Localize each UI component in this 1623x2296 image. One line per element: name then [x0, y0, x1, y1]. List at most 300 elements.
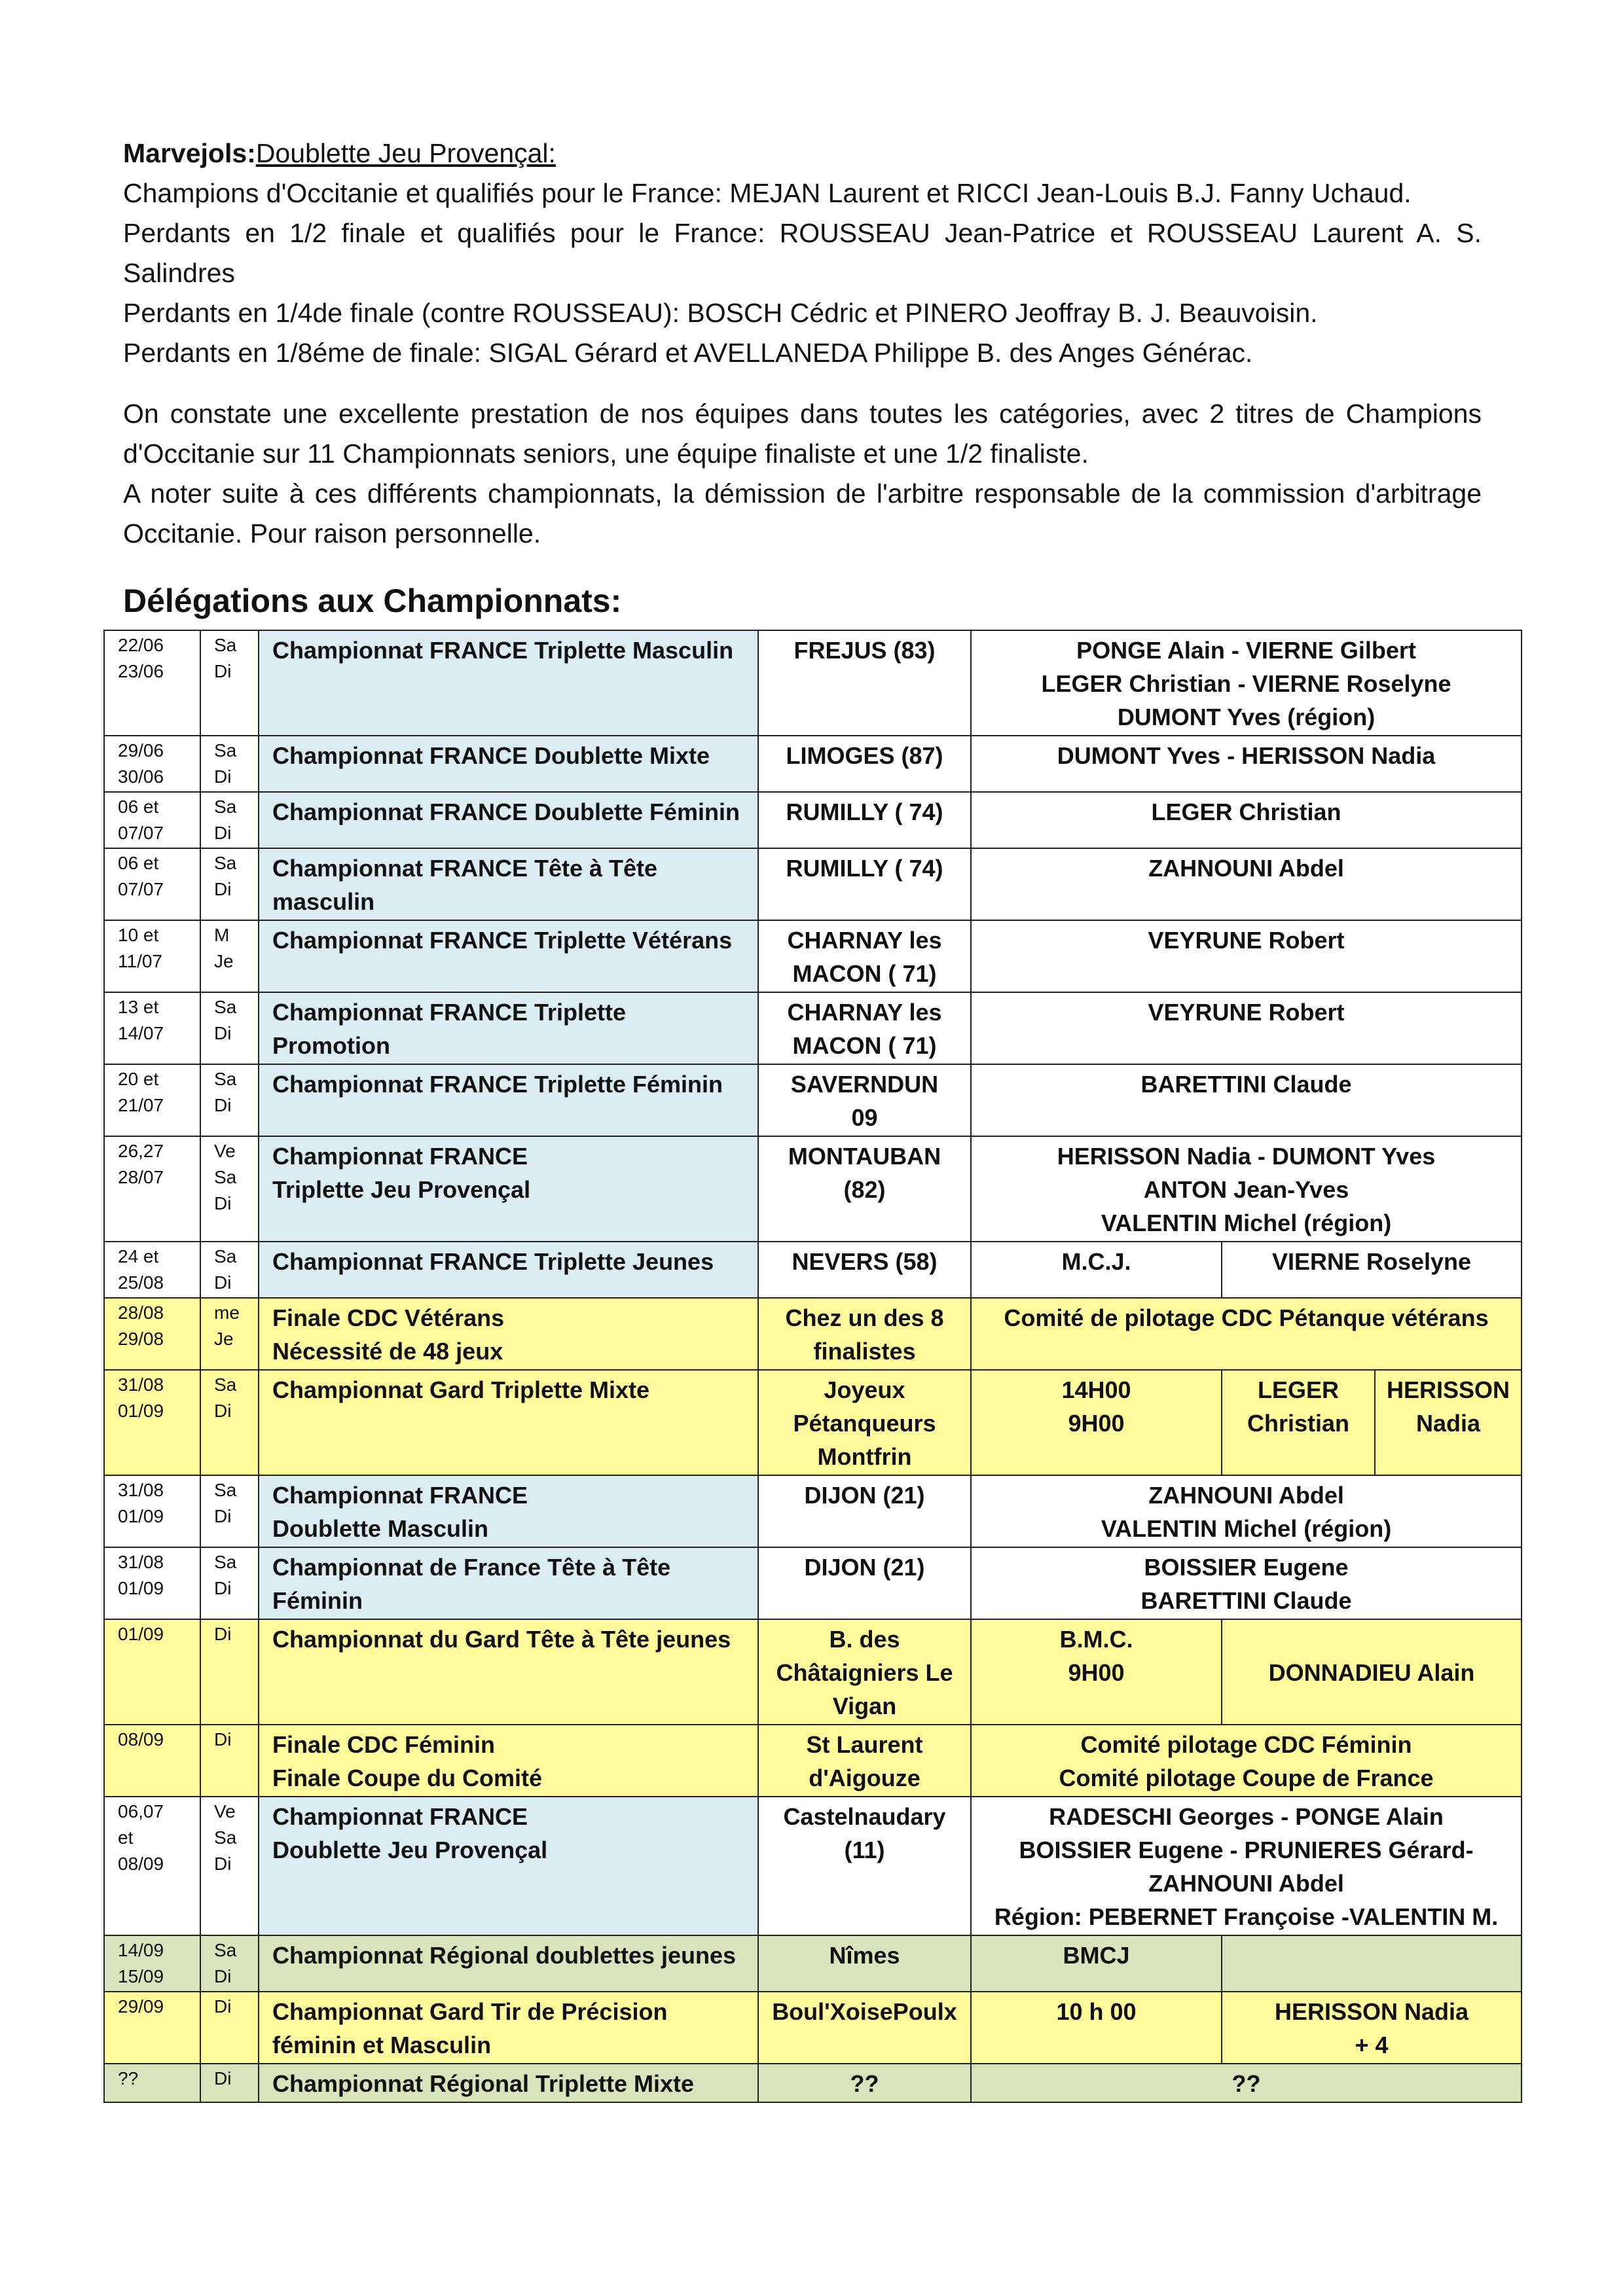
delegates-cell — [971, 1725, 1522, 1797]
date-cell-line: 08/09 — [118, 1854, 164, 1874]
delegates-cell-line: BOISSIER Eugene — [1144, 1554, 1349, 1581]
date-cell-line: 06 et — [118, 797, 159, 817]
location-cell-line: Montfrin — [817, 1443, 912, 1470]
location-cell-line: Castelnaudary — [783, 1803, 946, 1830]
table-row — [104, 1547, 1522, 1619]
date-cell-line: 21/07 — [118, 1095, 164, 1115]
event-cell — [259, 1370, 758, 1475]
location-cell-line: LIMOGES (87) — [786, 742, 943, 769]
delegate-cell-2-line: + 4 — [1355, 2032, 1389, 2058]
date-cell-line: 07/07 — [118, 823, 164, 843]
day-cell-line: Sa — [214, 1246, 237, 1266]
location-cell-line: (82) — [843, 1176, 886, 1203]
day-cell — [200, 1242, 259, 1298]
delegate-cell-1 — [971, 1619, 1222, 1725]
event-cell — [259, 1797, 758, 1935]
delegate-cell-1 — [971, 1935, 1222, 1992]
delegate-cell-2 — [1222, 1242, 1522, 1298]
delegates-cell-line: BARETTINI Claude — [1140, 1587, 1352, 1614]
delegate-cell-1 — [971, 1242, 1222, 1298]
event-cell — [259, 848, 758, 920]
day-cell-line: Di — [214, 879, 232, 899]
delegates-cell — [971, 792, 1522, 848]
day-cell — [200, 1935, 259, 1992]
delegate-cell-1-line: B.M.C. — [1059, 1626, 1133, 1653]
section-heading: Délégations aux Championnats: — [123, 583, 622, 619]
date-cell-line: 31/08 — [118, 1480, 164, 1500]
day-cell — [200, 992, 259, 1064]
day-cell-line: Di — [214, 1966, 232, 1986]
delegates-cell — [971, 848, 1522, 920]
day-cell-line: Sa — [214, 1940, 237, 1960]
location-cell — [758, 1992, 971, 2064]
location-cell-line: Pétanqueurs — [793, 1410, 936, 1437]
delegate-cell-2-line: DONNADIEU Alain — [1268, 1659, 1475, 1686]
day-cell-line: Sa — [214, 997, 237, 1017]
event-cell — [259, 1935, 758, 1992]
date-cell — [104, 1370, 200, 1475]
event-cell-line: Championnat FRANCE — [272, 1482, 528, 1509]
location-cell-line: B. des — [829, 1626, 900, 1653]
date-cell-line: 24 et — [118, 1246, 159, 1266]
event-cell-line: Doublette Masculin — [272, 1515, 489, 1542]
table-row — [104, 1797, 1522, 1935]
delegates-cell — [971, 1797, 1522, 1935]
event-cell-line: Championnat FRANCE — [272, 1803, 528, 1830]
delegates-cell — [971, 1475, 1522, 1547]
date-cell — [104, 848, 200, 920]
event-cell — [259, 1547, 758, 1619]
table-row — [104, 1475, 1522, 1547]
date-cell-line: 01/09 — [118, 1506, 164, 1526]
event-cell-line: Championnat FRANCE Triplette Vétérans — [272, 927, 733, 954]
day-cell-line: Sa — [214, 1069, 237, 1089]
location-cell-line: SAVERNDUN — [790, 1071, 939, 1098]
event-cell-line: Promotion — [272, 1032, 390, 1059]
day-cell-line: M — [214, 925, 230, 945]
event-cell-line: Féminin — [272, 1587, 363, 1614]
date-cell-line: ?? — [118, 2068, 139, 2089]
delegates-cell-line: BARETTINI Claude — [1140, 1071, 1352, 1098]
location-cell-line: MONTAUBAN — [788, 1143, 941, 1170]
event-cell — [259, 1725, 758, 1797]
date-cell — [104, 2064, 200, 2102]
delegates-cell-line: LEGER Christian - VIERNE Roselyne — [1041, 670, 1451, 697]
delegate-cell-1-line: M.C.J. — [1061, 1248, 1131, 1275]
day-cell-line: Di — [214, 1624, 232, 1644]
day-cell — [200, 848, 259, 920]
intro-section — [123, 134, 1482, 554]
day-cell — [200, 1370, 259, 1475]
location-cell — [758, 1619, 971, 1725]
location-cell — [758, 792, 971, 848]
location-cell — [758, 1475, 971, 1547]
date-cell-line: 11/07 — [118, 951, 162, 971]
location-cell — [758, 1935, 971, 1992]
table-row — [104, 1136, 1522, 1242]
delegates-cell — [971, 1136, 1522, 1242]
location-cell-line: RUMILLY ( 74) — [786, 855, 943, 882]
location-cell — [758, 1298, 971, 1370]
location-cell — [758, 2064, 971, 2102]
delegates-cell-line: HERISSON Nadia - DUMONT Yves — [1057, 1143, 1436, 1170]
location-cell-line: Chez un des 8 — [785, 1304, 944, 1331]
location-cell-line: CHARNAY les — [787, 999, 942, 1026]
delegates-cell-line: Comité pilotage Coupe de France — [1059, 1765, 1434, 1791]
location-cell-line: FREJUS (83) — [793, 637, 936, 664]
event-cell-line: Championnat Régional Triplette Mixte — [272, 2070, 695, 2097]
result-quarterfinal: Perdants en 1/4de finale (contre ROUSSEAU): BOSCH Cédric et PINERO Jeoffray B. J. Beauvoisin. — [123, 298, 1318, 328]
date-cell-line: 13 et — [118, 997, 159, 1017]
delegate-cell-2 — [1222, 1992, 1522, 2064]
date-cell — [104, 1797, 200, 1935]
event-cell-line: Finale CDC Vétérans — [272, 1304, 505, 1331]
date-cell-line: 28/08 — [118, 1302, 164, 1323]
table-body — [104, 630, 1522, 2102]
table-row — [104, 848, 1522, 920]
day-cell — [200, 2064, 259, 2102]
event-cell — [259, 736, 758, 792]
location-cell — [758, 1370, 971, 1475]
day-cell-line: Di — [214, 823, 232, 843]
delegates-cell — [971, 1547, 1522, 1619]
location-cell-line: Nîmes — [829, 1942, 900, 1969]
note-paragraph: A noter suite à ces différents championnats, la démission de l'arbitre responsable de la commission d'arbitrage Occitanie. Pour raison personnelle. — [123, 478, 1482, 548]
delegates-cell-line: VEYRUNE Robert — [1148, 927, 1345, 954]
table-row — [104, 630, 1522, 736]
delegates-cell-line: Région: PEBERNET Françoise -VALENTIN M. — [994, 1903, 1499, 1930]
delegates-cell-line: DUMONT Yves (région) — [1117, 704, 1376, 730]
day-cell — [200, 1797, 259, 1935]
event-cell — [259, 920, 758, 992]
date-cell — [104, 1136, 200, 1242]
event-cell-line: masculin — [272, 888, 375, 915]
location-cell-line: DIJON (21) — [804, 1482, 925, 1509]
location-cell-line: Châtaigniers Le — [776, 1659, 953, 1686]
event-name: Doublette Jeu Provençal: — [255, 138, 556, 168]
event-cell-line: Championnat FRANCE Triplette Masculin — [272, 637, 734, 664]
day-cell-line: me — [214, 1302, 240, 1323]
location-cell — [758, 992, 971, 1064]
date-cell-line: 01/09 — [118, 1624, 164, 1644]
result-eighthfinal: Perdants en 1/8éme de finale: SIGAL Gérard et AVELLANEDA Philippe B. des Anges Générac. — [123, 338, 1253, 368]
result-champions: Champions d'Occitanie et qualifiés pour le France: MEJAN Laurent et RICCI Jean-Louis B.J. Fanny Uchaud. — [123, 178, 1412, 208]
delegates-cell-line: ZAHNOUNI Abdel — [1148, 855, 1344, 882]
day-cell-line: Sa — [214, 1827, 237, 1848]
event-cell-line: Championnat FRANCE Triplette Féminin — [272, 1071, 723, 1098]
day-cell — [200, 736, 259, 792]
date-cell-line: 29/06 — [118, 740, 164, 761]
date-cell-line: 15/09 — [118, 1966, 164, 1986]
location-cell-line: CHARNAY les — [787, 927, 942, 954]
event-cell — [259, 2064, 758, 2102]
event-cell-line: Finale CDC Féminin — [272, 1731, 496, 1758]
date-cell-line: 31/08 — [118, 1552, 164, 1572]
delegates-cell-line: Comité de pilotage CDC Pétanque vétérans — [1004, 1304, 1489, 1331]
delegates-cell — [971, 630, 1522, 736]
delegates-cell — [971, 1298, 1522, 1370]
date-cell-line: 08/09 — [118, 1729, 164, 1749]
delegates-cell-line: BOISSIER Eugene - PRUNIERES Gérard- — [1019, 1837, 1474, 1863]
delegate-cell-3-line: Nadia — [1415, 1410, 1481, 1437]
delegate-cell-2 — [1222, 1370, 1375, 1475]
location-cell-line: ?? — [850, 2070, 879, 2097]
location-cell — [758, 736, 971, 792]
delegate-cell-2 — [1222, 1619, 1522, 1725]
date-cell-line: 06 et — [118, 853, 159, 873]
delegates-cell — [971, 736, 1522, 792]
table-row — [104, 1370, 1522, 1475]
day-cell — [200, 1136, 259, 1242]
delegates-cell-line: Comité pilotage CDC Féminin — [1080, 1731, 1412, 1758]
table-row — [104, 1619, 1522, 1725]
delegate-cell-3 — [1375, 1370, 1522, 1475]
event-cell — [259, 630, 758, 736]
day-cell — [200, 1064, 259, 1136]
date-cell-line: 10 et — [118, 925, 159, 945]
table-row — [104, 1242, 1522, 1298]
table-row — [104, 1725, 1522, 1797]
delegates-cell-line: ZAHNOUNI Abdel — [1148, 1870, 1344, 1897]
date-cell-line: 22/06 — [118, 635, 164, 655]
place-name: Marvejols: — [123, 138, 256, 168]
location-cell — [758, 1136, 971, 1242]
date-cell — [104, 920, 200, 992]
date-cell — [104, 1725, 200, 1797]
day-cell — [200, 1725, 259, 1797]
table-row — [104, 792, 1522, 848]
event-cell — [259, 1242, 758, 1298]
day-cell-line: Sa — [214, 1480, 237, 1500]
delegations-table — [103, 630, 1522, 2103]
day-cell-line: Sa — [214, 1374, 237, 1395]
event-cell-line: Championnat FRANCE Doublette Féminin — [272, 798, 740, 825]
delegates-cell-line: ZAHNOUNI Abdel — [1148, 1482, 1344, 1509]
date-cell-line: 06,07 — [118, 1801, 164, 1821]
event-cell — [259, 1619, 758, 1725]
delegates-cell — [971, 2064, 1522, 2102]
day-cell-line: Sa — [214, 1552, 237, 1572]
delegate-cell-2 — [1222, 1935, 1522, 1992]
location-cell-line: 09 — [851, 1104, 878, 1131]
delegates-cell-line: PONGE Alain - VIERNE Gilbert — [1076, 637, 1416, 664]
day-cell-line: Je — [214, 1329, 234, 1349]
event-cell-line: Championnat Gard Triplette Mixte — [272, 1376, 650, 1403]
day-cell-line: Di — [214, 1095, 232, 1115]
delegates-cell-line: ANTON Jean-Yves — [1143, 1176, 1349, 1203]
date-cell — [104, 1935, 200, 1992]
intro-title — [123, 134, 1482, 173]
location-cell-line: Boul'XoisePoulx — [772, 1998, 957, 2025]
day-cell — [200, 630, 259, 736]
date-cell — [104, 992, 200, 1064]
delegates-cell — [971, 920, 1522, 992]
day-cell-line: Je — [214, 951, 234, 971]
day-cell-line: Sa — [214, 1167, 237, 1187]
day-cell-line: Di — [214, 1729, 232, 1749]
day-cell — [200, 1298, 259, 1370]
date-cell — [104, 1064, 200, 1136]
day-cell-line: Di — [214, 1854, 232, 1874]
delegate-cell-1-line: 14H00 — [1061, 1376, 1131, 1403]
day-cell-line: Di — [214, 1401, 232, 1421]
delegates-cell-line: VALENTIN Michel (région) — [1101, 1210, 1392, 1236]
table-row — [104, 1935, 1522, 1992]
date-cell-line: 28/07 — [118, 1167, 164, 1187]
day-cell — [200, 920, 259, 992]
event-cell — [259, 792, 758, 848]
delegate-cell-1-line: 9H00 — [1068, 1410, 1125, 1437]
event-cell — [259, 1064, 758, 1136]
day-cell — [200, 1992, 259, 2064]
date-cell — [104, 1242, 200, 1298]
date-cell-line: 30/06 — [118, 766, 164, 787]
day-cell — [200, 1547, 259, 1619]
event-cell-line: Championnat de France Tête à Tête — [272, 1554, 671, 1581]
date-cell — [104, 792, 200, 848]
date-cell — [104, 1298, 200, 1370]
delegates-cell-line: LEGER Christian — [1151, 798, 1341, 825]
table-row — [104, 736, 1522, 792]
delegates-cell-line: RADESCHI Georges - PONGE Alain — [1049, 1803, 1444, 1830]
event-cell-line: Finale Coupe du Comité — [272, 1765, 543, 1791]
location-cell-line: NEVERS (58) — [792, 1248, 938, 1275]
day-cell-line: Di — [214, 1506, 232, 1526]
delegate-cell-2-line: HERISSON Nadia — [1274, 1998, 1469, 2025]
date-cell — [104, 1475, 200, 1547]
event-cell — [259, 1992, 758, 2064]
event-cell-line: Championnat FRANCE Triplette — [272, 999, 627, 1026]
location-cell-line: MACON ( 71) — [792, 1032, 937, 1059]
date-cell-line: 14/07 — [118, 1023, 164, 1043]
delegates-cell — [971, 1064, 1522, 1136]
location-cell — [758, 1725, 971, 1797]
table-row — [104, 1064, 1522, 1136]
day-cell — [200, 1475, 259, 1547]
day-cell-line: Di — [214, 2068, 232, 2089]
event-cell — [259, 1136, 758, 1242]
day-cell-line: Di — [214, 1272, 232, 1293]
date-cell-line: 07/07 — [118, 879, 164, 899]
day-cell — [200, 1619, 259, 1725]
table-row — [104, 920, 1522, 992]
delegate-cell-1 — [971, 1370, 1222, 1475]
delegate-cell-2-line: Christian — [1247, 1410, 1350, 1437]
location-cell — [758, 1242, 971, 1298]
delegates-cell — [971, 992, 1522, 1064]
delegate-cell-1 — [971, 1992, 1222, 2064]
result-semifinal: Perdants en 1/2 finale et qualifiés pour le France: ROUSSEAU Jean-Patrice et ROUSSEAU Laurent A. S. Salindres — [123, 218, 1482, 288]
location-cell-line: St Laurent — [806, 1731, 923, 1758]
location-cell-line: d'Aigouze — [809, 1765, 921, 1791]
delegate-cell-1-line: 9H00 — [1068, 1659, 1125, 1686]
event-cell-line: Championnat FRANCE Doublette Mixte — [272, 742, 710, 769]
delegate-cell-2-line: VIERNE Roselyne — [1271, 1248, 1472, 1275]
day-cell-line: Di — [214, 1193, 232, 1213]
table-row — [104, 992, 1522, 1064]
event-cell — [259, 992, 758, 1064]
date-cell — [104, 1547, 200, 1619]
day-cell-line: Di — [214, 1023, 232, 1043]
delegate-cell-1-line: 10 h 00 — [1056, 1998, 1137, 2025]
delegates-cell-line: ?? — [1231, 2070, 1261, 2097]
date-cell-line: 01/09 — [118, 1401, 164, 1421]
location-cell-line: Joyeux — [824, 1376, 905, 1403]
event-cell-line: féminin et Masculin — [272, 2032, 492, 2058]
date-cell-line: 14/09 — [118, 1940, 164, 1960]
date-cell — [104, 1619, 200, 1725]
location-cell-line: DIJON (21) — [804, 1554, 925, 1581]
delegate-cell-2-line: LEGER — [1257, 1376, 1339, 1403]
delegates-cell-line: VALENTIN Michel (région) — [1101, 1515, 1392, 1542]
table-row — [104, 2064, 1522, 2102]
date-cell-line: 29/09 — [118, 1996, 164, 2017]
delegates-cell-line: VEYRUNE Robert — [1148, 999, 1345, 1026]
date-cell-line: 29/08 — [118, 1329, 164, 1349]
summary-paragraph: On constate une excellente prestation de nos équipes dans toutes les catégories, avec 2 titres de Champions d'Occitanie sur 11 Championnats seniors, une équipe finaliste et une 1/2 finaliste. — [123, 399, 1482, 469]
table-row — [104, 1298, 1522, 1370]
location-cell — [758, 920, 971, 992]
location-cell-line: Vigan — [832, 1693, 897, 1719]
date-cell-line: et — [118, 1827, 134, 1848]
event-cell-line: Championnat Régional doublettes jeunes — [272, 1942, 737, 1969]
location-cell — [758, 848, 971, 920]
date-cell-line: 20 et — [118, 1069, 159, 1089]
event-cell-line: Championnat Gard Tir de Précision — [272, 1998, 668, 2025]
location-cell-line: finalistes — [813, 1338, 916, 1365]
day-cell-line: Sa — [214, 635, 237, 655]
day-cell-line: Sa — [214, 853, 237, 873]
event-cell-line: Championnat du Gard Tête à Tête jeunes — [272, 1626, 731, 1653]
event-cell-line: Doublette Jeu Provençal — [272, 1837, 548, 1863]
event-cell — [259, 1475, 758, 1547]
event-cell-line: Nécessité de 48 jeux — [272, 1338, 503, 1365]
day-cell-line: Di — [214, 1578, 232, 1598]
event-cell-line: Championnat FRANCE Tête à Tête — [272, 855, 658, 882]
day-cell-line: Di — [214, 766, 232, 787]
date-cell — [104, 736, 200, 792]
location-cell — [758, 1797, 971, 1935]
day-cell-line: Ve — [214, 1801, 236, 1821]
event-cell-line: Championnat FRANCE Triplette Jeunes — [272, 1248, 714, 1275]
location-cell-line: RUMILLY ( 74) — [786, 798, 943, 825]
date-cell-line: 31/08 — [118, 1374, 164, 1395]
day-cell-line: Sa — [214, 740, 237, 761]
date-cell — [104, 630, 200, 736]
date-cell-line: 23/06 — [118, 661, 164, 681]
event-cell-line: Triplette Jeu Provençal — [272, 1176, 531, 1203]
day-cell-line: Di — [214, 661, 232, 681]
date-cell-line: 26,27 — [118, 1141, 164, 1161]
delegate-cell-3-line: HERISSON — [1386, 1376, 1510, 1403]
delegates-cell-line: DUMONT Yves - HERISSON Nadia — [1057, 742, 1436, 769]
date-cell-line: 25/08 — [118, 1272, 164, 1293]
location-cell — [758, 1547, 971, 1619]
day-cell — [200, 792, 259, 848]
date-cell — [104, 1992, 200, 2064]
day-cell-line: Sa — [214, 797, 237, 817]
day-cell-line: Ve — [214, 1141, 236, 1161]
table-row — [104, 1992, 1522, 2064]
location-cell-line: (11) — [844, 1837, 885, 1863]
date-cell-line: 01/09 — [118, 1578, 164, 1598]
event-cell — [259, 1298, 758, 1370]
event-cell-line: Championnat FRANCE — [272, 1143, 528, 1170]
location-cell — [758, 1064, 971, 1136]
location-cell — [758, 630, 971, 736]
location-cell-line: MACON ( 71) — [792, 960, 937, 987]
delegate-cell-1-line: BMCJ — [1063, 1942, 1130, 1969]
